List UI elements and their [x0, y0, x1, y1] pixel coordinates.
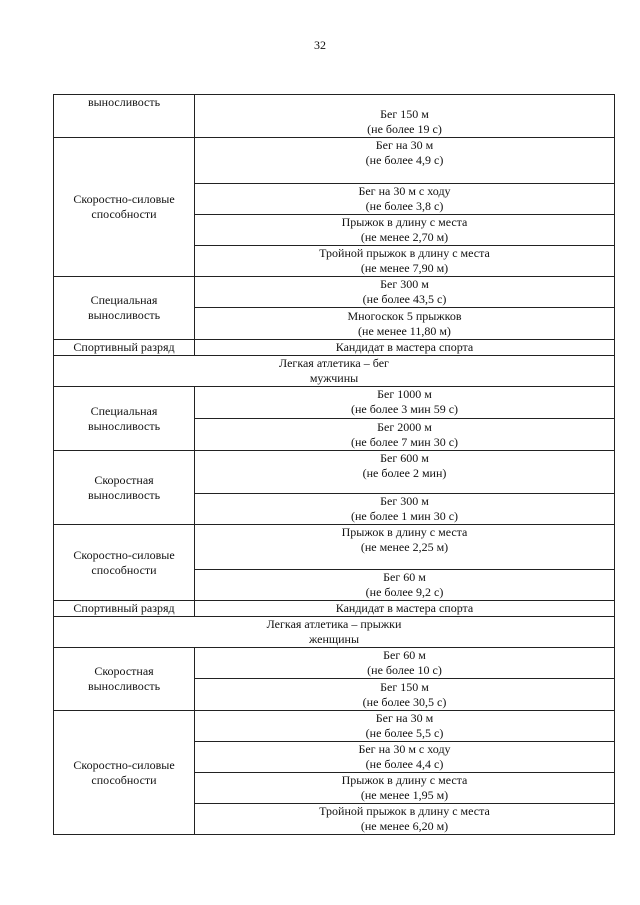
norm-cell-text: Бег 60 м (не более 10 с)	[367, 648, 442, 677]
norm-cell-text: Бег 600 м (не более 2 мин)	[362, 451, 447, 480]
norm-cell-text: Тройной прыжок в длину с места (не менее 7,90 м)	[319, 246, 490, 275]
norm-cell-text: Кандидат в мастера спорта	[335, 340, 474, 354]
quality-cell-text: Скоростно-силовые способности	[73, 192, 175, 221]
quality-cell	[54, 387, 195, 451]
norm-cell	[195, 711, 615, 742]
norm-cell-text: Прыжок в длину с места (не менее 2,25 м)	[341, 525, 468, 554]
table-row	[54, 601, 615, 617]
norm-cell-text: Бег 60 м (не более 9,2 с)	[365, 570, 444, 599]
table-row	[54, 340, 615, 356]
quality-cell-text: Спортивный разряд	[73, 601, 175, 615]
norm-cell-text: Бег 2000 м (не более 7 мин 30 с)	[350, 419, 459, 449]
table-row	[54, 95, 615, 138]
norm-cell-text: Бег 1000 м (не более 3 мин 59 с)	[350, 387, 459, 416]
quality-cell	[54, 138, 195, 277]
quality-cell	[54, 648, 195, 711]
norm-cell	[195, 742, 615, 773]
table-row	[54, 277, 615, 308]
norm-cell-text: Бег 300 м (не более 43,5 с)	[362, 277, 447, 306]
quality-cell	[54, 95, 195, 138]
norm-cell	[195, 215, 615, 246]
table-row	[54, 648, 615, 679]
norm-cell-text: Бег 150 м (не более 30,5 с)	[362, 679, 447, 709]
norm-cell-text: Бег на 30 м (не более 4,9 с)	[365, 138, 444, 167]
norm-cell-text: Тройной прыжок в длину с места (не менее 6,20 м)	[319, 804, 490, 833]
norm-cell	[195, 246, 615, 277]
norm-cell	[195, 387, 615, 419]
norm-cell	[195, 340, 615, 356]
norm-cell	[195, 184, 615, 215]
norm-cell-text: Бег на 30 м с ходу (не более 4,4 с)	[358, 742, 451, 771]
section-header-row	[54, 617, 615, 648]
table-row	[54, 138, 615, 184]
quality-cell-text: Специальная выносливость	[87, 403, 161, 433]
norm-cell	[195, 277, 615, 308]
quality-cell-text: Специальная выносливость	[87, 293, 161, 322]
quality-cell	[54, 711, 195, 835]
quality-cell-text: Скоростная выносливость	[87, 664, 161, 693]
quality-cell	[54, 451, 195, 525]
quality-cell-text: Скоростно-силовые способности	[73, 757, 175, 787]
norm-cell	[195, 419, 615, 451]
section-header-row	[54, 356, 615, 387]
norm-cell	[195, 773, 615, 804]
norm-cell	[195, 570, 615, 601]
table-row	[54, 451, 615, 494]
norm-cell-text: Прыжок в длину с места (не менее 1,95 м)	[341, 773, 468, 802]
norm-cell	[195, 601, 615, 617]
norm-cell-text: Многоскок 5 прыжков (не менее 11,80 м)	[347, 308, 462, 338]
quality-cell-text: Скоростно-силовые способности	[73, 547, 175, 577]
section-header-text: Легкая атлетика – бег мужчины	[279, 356, 389, 385]
norm-cell-text: Кандидат в мастера спорта	[335, 601, 474, 615]
section-header	[54, 356, 615, 387]
quality-cell	[54, 601, 195, 617]
norm-cell-text: Бег на 30 м (не более 5,5 с)	[365, 711, 444, 740]
quality-cell	[54, 525, 195, 601]
page-number: 32	[314, 38, 326, 52]
norm-cell	[195, 525, 615, 570]
norm-cell	[195, 95, 615, 138]
norm-cell-text: Бег 150 м (не более 19 с)	[367, 107, 442, 136]
norm-cell	[195, 494, 615, 525]
standards-table	[53, 94, 615, 835]
norm-cell	[195, 679, 615, 711]
quality-cell-text: Спортивный разряд	[73, 340, 175, 354]
quality-cell-text: выносливость	[87, 95, 161, 109]
quality-cell-text: Скоростная выносливость	[87, 472, 161, 502]
table-row	[54, 525, 615, 570]
norm-cell	[195, 308, 615, 340]
norm-cell	[195, 648, 615, 679]
norm-cell	[195, 804, 615, 835]
quality-cell	[54, 340, 195, 356]
section-header-text: Легкая атлетика – прыжки женщины	[266, 617, 402, 646]
norm-cell	[195, 451, 615, 494]
quality-cell	[54, 277, 195, 340]
norm-cell-text: Прыжок в длину с места (не менее 2,70 м)	[341, 215, 468, 244]
norm-cell-text: Бег на 30 м с ходу (не более 3,8 с)	[358, 184, 451, 213]
table-row	[54, 711, 615, 742]
norm-cell-text: Бег 300 м (не более 1 мин 30 с)	[350, 494, 459, 523]
section-header	[54, 617, 615, 648]
norm-cell	[195, 138, 615, 184]
table-row	[54, 387, 615, 419]
